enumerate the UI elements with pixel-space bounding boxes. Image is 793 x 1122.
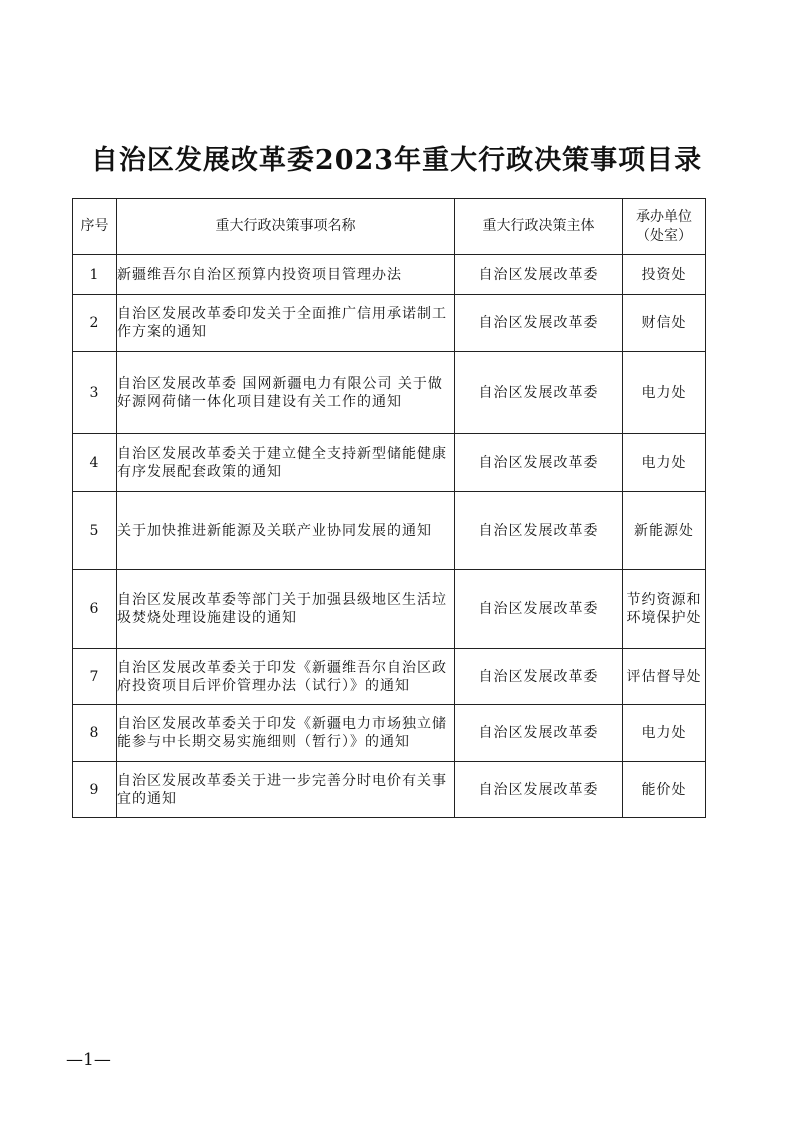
row-body: 自治区发展改革委 (455, 492, 623, 570)
row-body: 自治区发展改革委 (455, 570, 623, 649)
row-body: 自治区发展改革委 (455, 255, 623, 295)
page-number: —1— (66, 1050, 111, 1070)
table-row (73, 255, 706, 295)
table-row (73, 492, 706, 570)
row-unit: 节约资源和环境保护处 (623, 570, 706, 649)
row-unit: 电力处 (623, 434, 706, 492)
row-body: 自治区发展改革委 (455, 352, 623, 434)
row-name: 自治区发展改革委 国网新疆电力有限公司 关于做好源网荷储一体化项目建设有关工作的通知 (117, 352, 455, 434)
row-body: 自治区发展改革委 (455, 434, 623, 492)
page-title: 自治区发展改革委2023年重大行政决策事项目录 (90, 145, 703, 176)
table-row (73, 705, 706, 762)
row-unit: 评估督导处 (623, 649, 706, 705)
row-body: 自治区发展改革委 (455, 762, 623, 818)
row-seq: 5 (73, 492, 117, 570)
row-seq: 1 (73, 255, 117, 295)
row-name: 关于加快推进新能源及关联产业协同发展的通知 (117, 492, 455, 570)
row-name: 自治区发展改革委印发关于全面推广信用承诺制工作方案的通知 (117, 295, 455, 352)
row-seq: 3 (73, 352, 117, 434)
row-unit: 能价处 (623, 762, 706, 818)
header-body: 重大行政决策主体 (455, 199, 623, 255)
row-name: 自治区发展改革委关于印发《新疆维吾尔自治区政府投资项目后评价管理办法（试行）》的通知 (117, 649, 455, 705)
row-seq: 8 (73, 705, 117, 762)
row-seq: 9 (73, 762, 117, 818)
table-row (73, 295, 706, 352)
row-seq: 6 (73, 570, 117, 649)
table-header-row (73, 199, 706, 255)
row-unit: 电力处 (623, 705, 706, 762)
table-row (73, 649, 706, 705)
row-unit: 电力处 (623, 352, 706, 434)
row-name: 自治区发展改革委关于进一步完善分时电价有关事宜的通知 (117, 762, 455, 818)
row-unit: 财信处 (623, 295, 706, 352)
row-body: 自治区发展改革委 (455, 295, 623, 352)
table-row (73, 762, 706, 818)
row-name: 新疆维吾尔自治区预算内投资项目管理办法 (117, 255, 455, 295)
row-seq: 4 (73, 434, 117, 492)
table-row (73, 434, 706, 492)
row-body: 自治区发展改革委 (455, 705, 623, 762)
row-name: 自治区发展改革委等部门关于加强县级地区生活垃圾焚烧处理设施建设的通知 (117, 570, 455, 649)
decision-catalog-table (72, 198, 706, 818)
row-seq: 2 (73, 295, 117, 352)
header-unit-line2: （处室） (636, 227, 692, 244)
header-unit-line1: 承办单位 (636, 208, 692, 225)
row-name: 自治区发展改革委关于印发《新疆电力市场独立储能参与中长期交易实施细则（暂行）》的通知 (117, 705, 455, 762)
row-unit: 新能源处 (623, 492, 706, 570)
header-name: 重大行政决策事项名称 (117, 199, 455, 255)
table-row (73, 570, 706, 649)
header-seq: 序号 (73, 199, 117, 255)
row-body: 自治区发展改革委 (455, 649, 623, 705)
table-row (73, 352, 706, 434)
header-unit (623, 199, 706, 255)
row-unit: 投资处 (623, 255, 706, 295)
row-name: 自治区发展改革委关于建立健全支持新型储能健康有序发展配套政策的通知 (117, 434, 455, 492)
row-seq: 7 (73, 649, 117, 705)
